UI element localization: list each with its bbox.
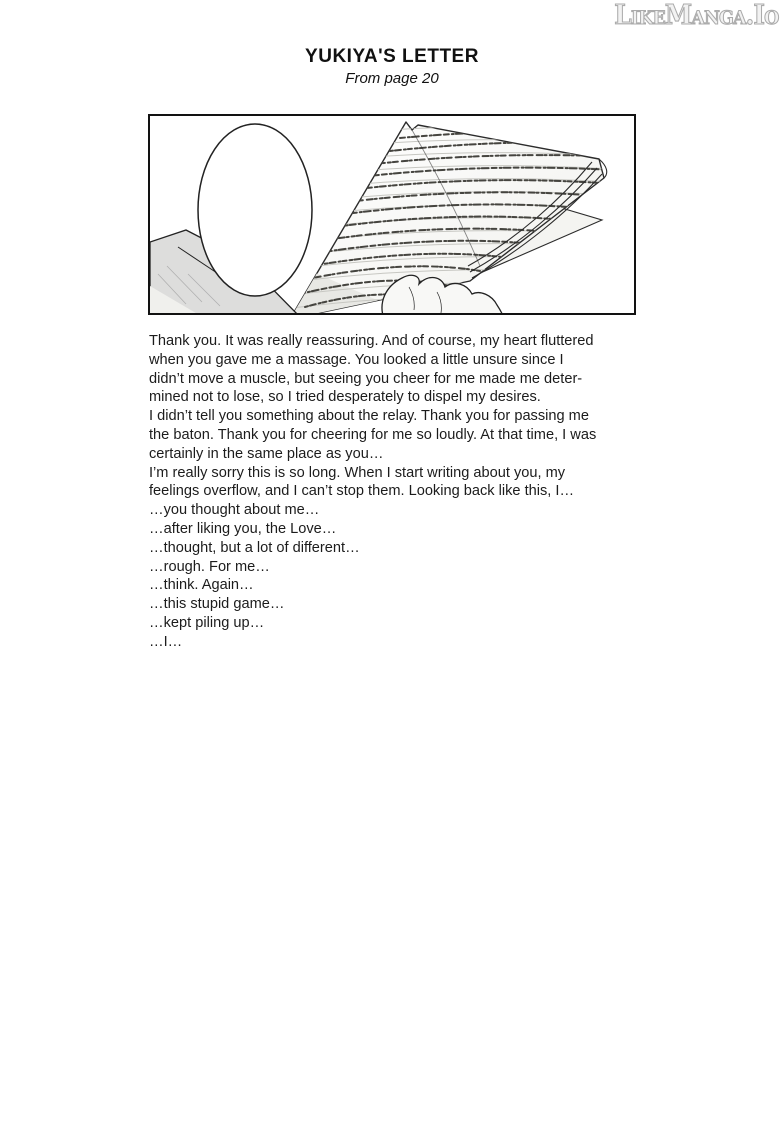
letter-line: …thought, but a lot of different…: [149, 539, 360, 556]
manga-panel-illustration: [148, 114, 636, 315]
letter-line: …you thought about me…: [149, 502, 320, 519]
letter-line: Thank you. It was really reassuring. And of course, my heart fluttered: [149, 333, 594, 349]
speech-balloon: [198, 124, 312, 296]
letter-line: certainly in the same place as you…: [149, 445, 384, 462]
letter-line: feelings overflow, and I can’t stop them. Looking back like this, I…: [149, 483, 575, 500]
letter-text: [149, 332, 649, 652]
letter-line: mined not to lose, so I tried desperately to dispel my desires.: [149, 389, 541, 406]
manga-panel-drawing: [150, 116, 634, 313]
letter-line: the baton. Thank you for cheering for me so loudly. At that time, I was: [149, 426, 597, 443]
letter-line: …rough. For me…: [149, 558, 270, 575]
letter-line: when you gave me a massage. You looked a little unsure since I: [149, 351, 564, 368]
page-subtitle: From page 20: [345, 70, 439, 87]
page-title: YUKIYA'S LETTER: [305, 46, 479, 67]
letter-line: …kept piling up…: [149, 614, 265, 631]
letter-line: …after liking you, the Love…: [149, 520, 337, 537]
likemanga-logo: LikeManga.Io: [613, 0, 778, 31]
letter-line: didn’t move a muscle, but seeing you cheer for me made me deter-: [149, 370, 583, 387]
letter-line: I’m really sorry this is so long. When I start writing about you, my: [149, 464, 566, 481]
letter-line: …this stupid game…: [149, 596, 285, 613]
letter-line: …I…: [149, 633, 183, 650]
letter-line: I didn’t tell you something about the relay. Thank you for passing me: [149, 408, 589, 425]
letter-line: …think. Again…: [149, 577, 254, 594]
